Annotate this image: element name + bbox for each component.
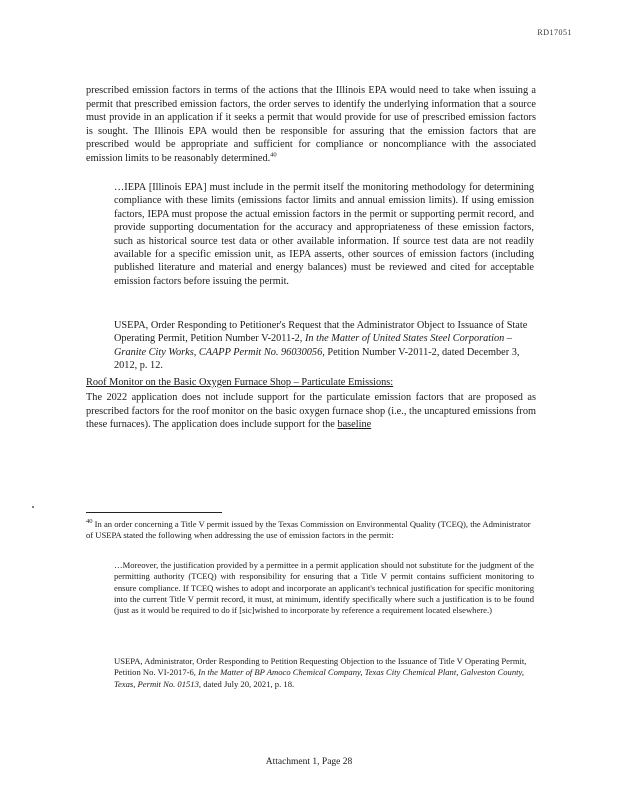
page-footer: Attachment 1, Page 28	[265, 757, 353, 767]
section-heading: Roof Monitor on the Basic Oxygen Furnace Shop – Particulate Emissions:	[86, 377, 394, 388]
citation-1-case-title: In the Matter of United States Steel Corporation – Granite City Works, CAAPP Permit No. 96030056	[114, 333, 513, 358]
paragraph-1-text: prescribed emission factors in terms of the actions that the Illinois EPA would need to take when issuing a permit that prescribed emission factors, the order serves to identify the underlying information that a source must provide in an application if it seeks a permit that would provide for use of prescribed emission factors is sought. The Illinois EPA would then be responsible for assuring that the emission factors that are prescribed would be appropriate and sufficient for compliance or noncompliance with the associated emission limits to be reasonably determined.	[86, 85, 536, 164]
body-paragraph-1	[86, 84, 536, 166]
footnote-block-quote: …Moreover, the justification provided by a permittee in a permit application should not substitute for the judgment of the permitting authority (TCEQ) with responsibility for ensuring that a Title V permit contains sufficient monitoring to ensure compliance. If TCEQ wishes to adopt and incorporate an applicant's technical justification for specific monitoring into the current Title V permit record, it must, at minimum, identify specifically where such a justification is to be found (just as it would be required to do if [sic]wished to incorporate by reference a requirement located elsewhere.)	[114, 560, 534, 616]
block-quote-1: …IEPA [Illinois EPA] must include in the permit itself the monitoring methodology for determining compliance with these limits (emissions factor limits and annual emission limits). If using emission factors, IEPA must propose the actual emission factors in the permit or supporting permit record, and provide supporting documentation for the accuracy and appropriateness of these emission factors, such as historical source test data or other available information. If source test data are not readily available for a specific emission unit, as IEPA asserts, other sources of emission factors (including published literature and material and energy balances) must be reviewed and cited for acceptable emission factors before issuing the permit.	[114, 182, 534, 287]
paragraph-2-underlined-word: baseline	[337, 419, 372, 431]
body-paragraph-2	[86, 391, 536, 432]
footnote-citation-case-title: In the Matter of BP Amoco Chemical Company, Texas City Chemical Plant, Galveston County, Texas, Permit No. 01513	[114, 667, 524, 689]
scan-speck	[32, 506, 34, 508]
citation-1-suffix: , Petition Number V-2011-2, dated December 3, 2012, p. 12.	[114, 346, 520, 372]
footnote-intro: In an order concerning a Title V permit issued by the Texas Commission on Environmental Quality (TCEQ), the Administrator of USEPA stated the following when addressing the use of emission factors in the permit:	[86, 519, 531, 541]
document-reference-id: RD17051	[537, 28, 572, 37]
footnote-40	[86, 519, 536, 542]
citation-1	[114, 319, 534, 373]
paragraph-2-text: The 2022 application does not include support for the particulate emission factors that are proposed as prescribed factors for the roof monitor on the basic oxygen furnace shop (i.e., the uncaptured emissions from these furnaces). The application does include support for the	[86, 392, 536, 431]
footnote-citation	[114, 656, 534, 690]
footnote-citation-prefix: USEPA, Administrator, Order Responding to Petition Requesting Objection to the Issuance of Title V Operating Permit, Petition No. VI-2017-6,	[114, 656, 527, 678]
citation-1-prefix: USEPA, Order Responding to Petitioner's Request that the Administrator Object to Issuance of State Operating Permit, Petition Number V-2011-2,	[114, 320, 528, 345]
footnote-citation-suffix: , dated July 20, 2021, p. 18.	[198, 678, 295, 689]
footnote-separator	[86, 512, 222, 513]
footnote-reference: 40	[270, 151, 277, 159]
footnote-number: 40	[86, 518, 93, 526]
